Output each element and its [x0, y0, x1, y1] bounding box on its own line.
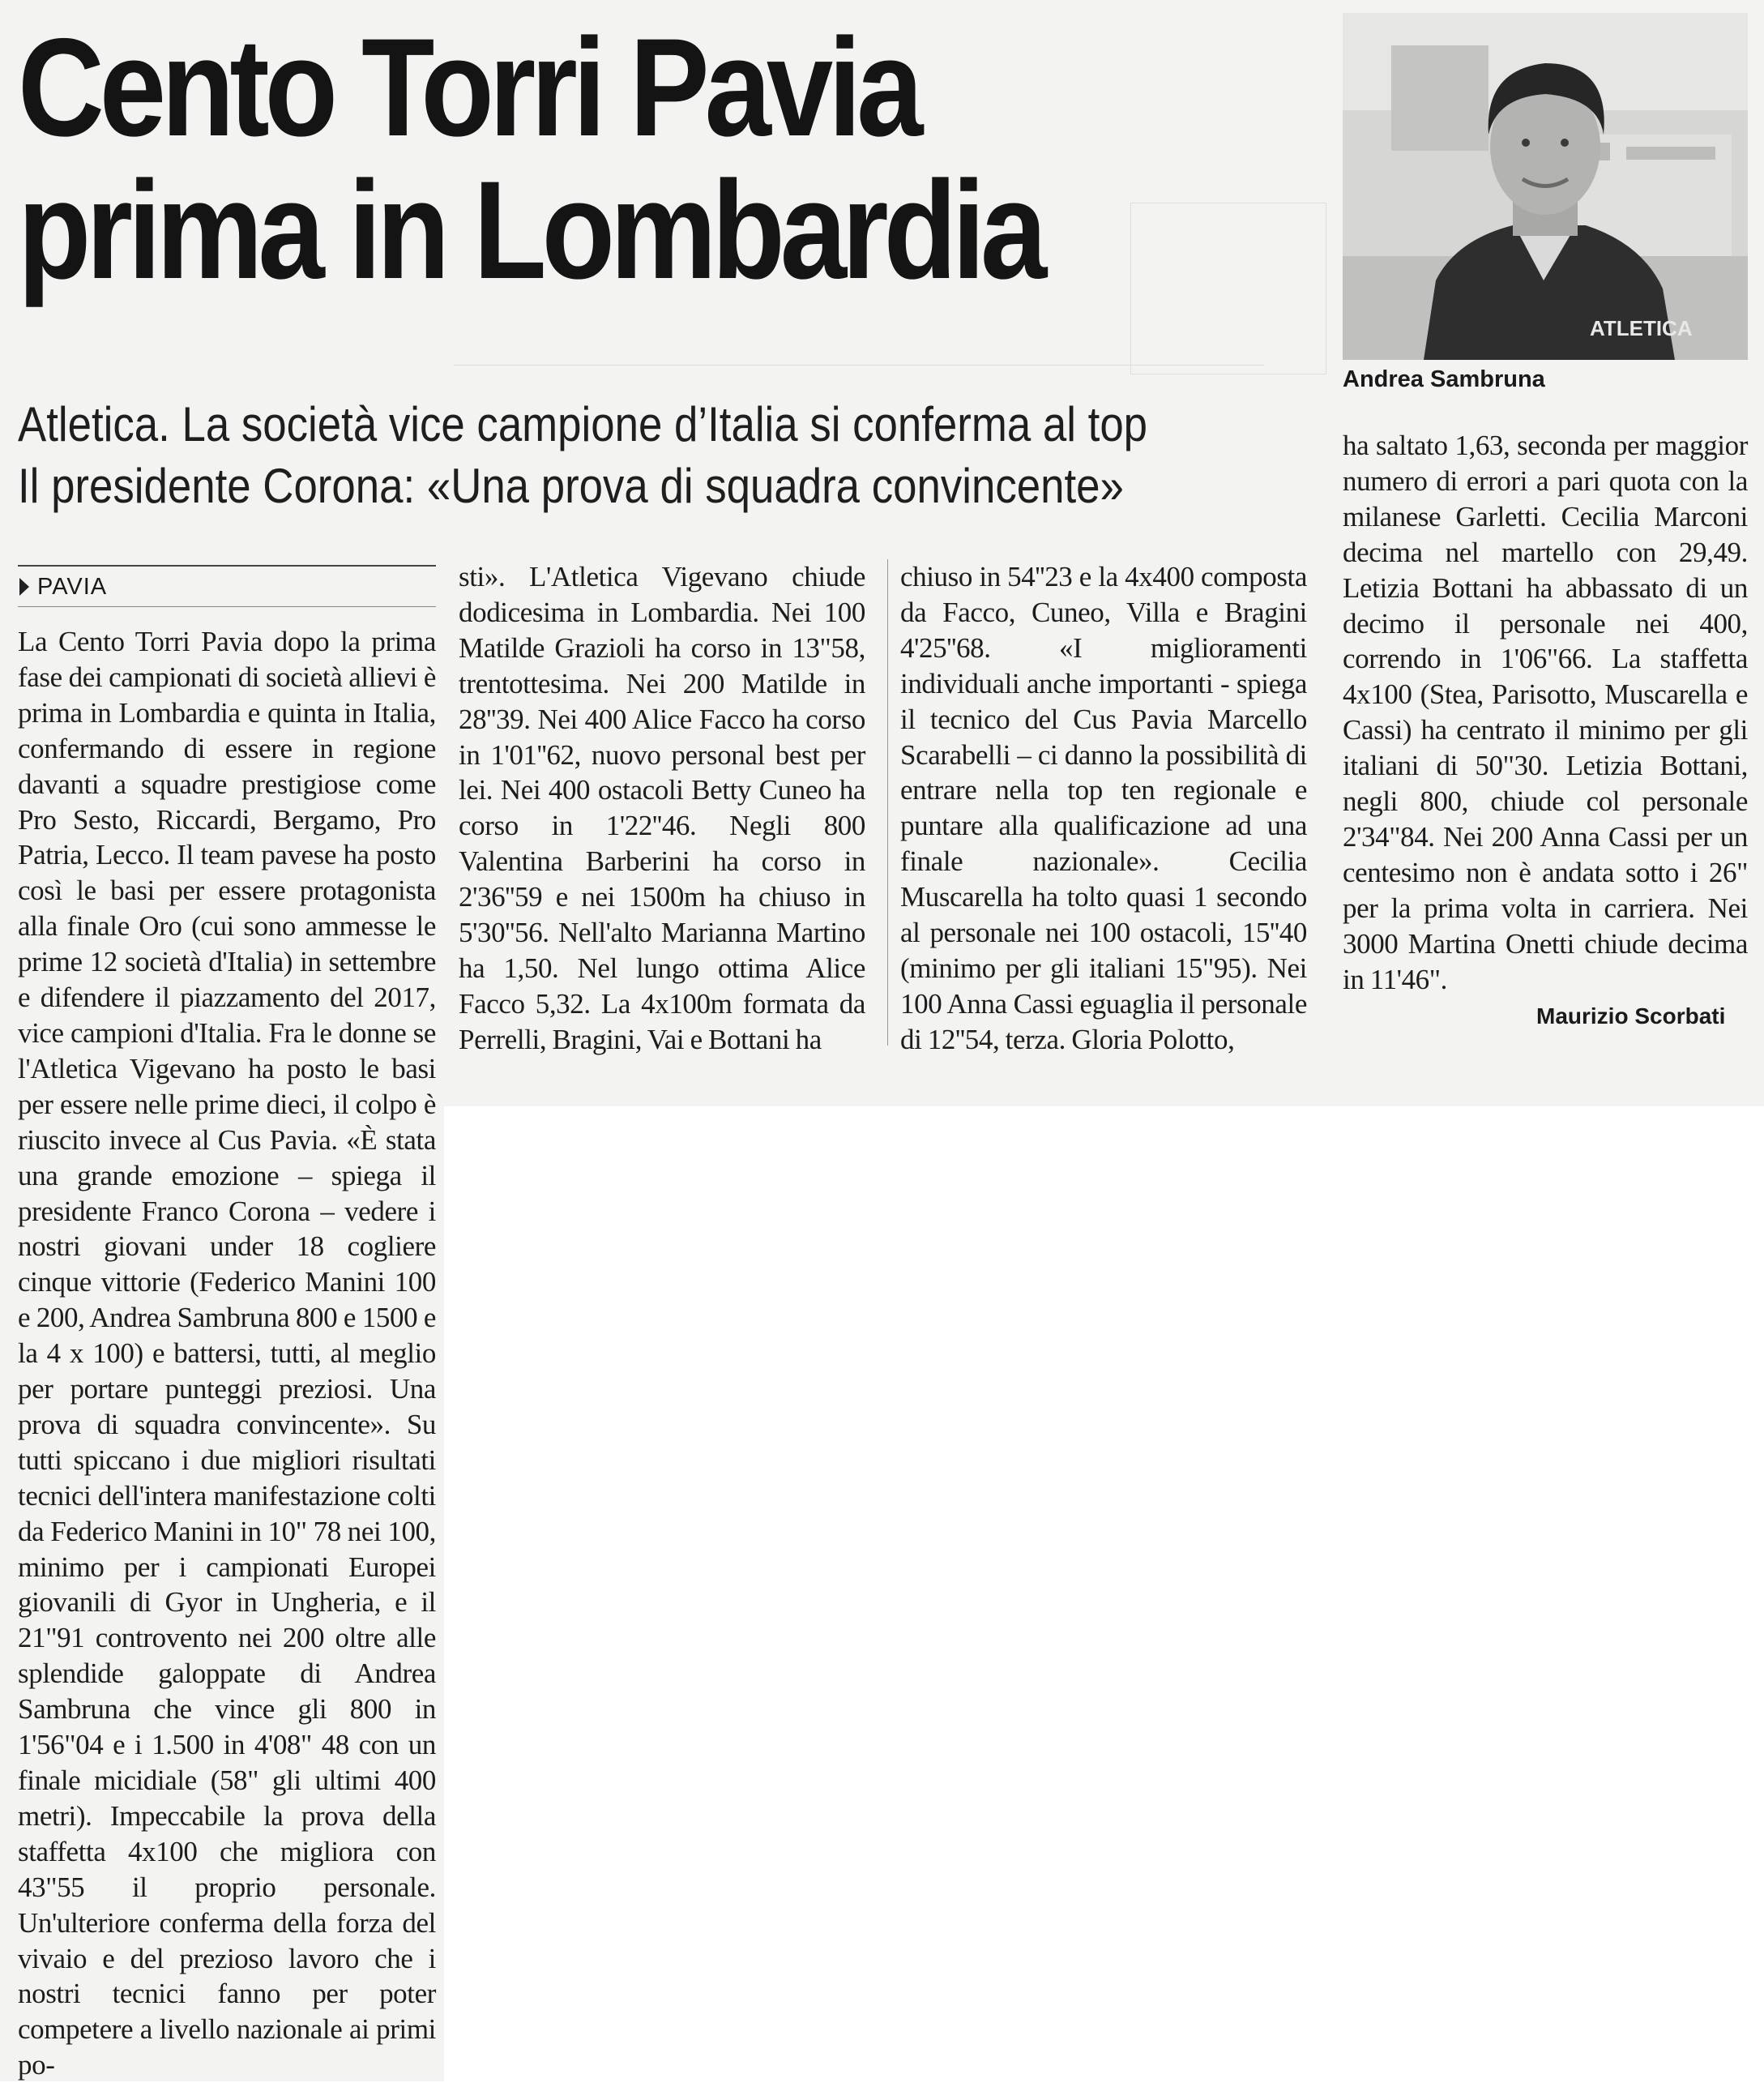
article-column-4: ha saltato 1,63, seconda per maggior numero di errori a pari quota con la milanese Garletti. Cecilia Marconi decima nel martello con 29,49. Letizia Bottani ha abbassato di un decimo il personale nei 400, correndo in 1'06"66. La staffetta 4x100 (Stea, Parisotto, Muscarella e Cassi) ha centrato il minimo per gli italiani di 50"30. Letizia Bottani, negli 800, chiude col personale 2'34"84. Nei 200 Anna Cassi per un centesimo non è andata sotto i 26" per la prima volta in carriera. Nei 3000 Martina Onetti chiude decima in 11'46".	[1343, 430, 1748, 995]
headline-line-1: Cento Torri Pavia	[18, 10, 919, 165]
column-divider	[887, 559, 888, 1046]
jersey-text: ATLETICA	[1590, 316, 1693, 340]
photo-caption: Andrea Sambruna	[1343, 366, 1545, 392]
headline	[18, 10, 1133, 308]
article-photo	[1343, 13, 1748, 360]
subheadline-line-2: Il presidente Corona: «Una prova di squadra convincente»	[18, 459, 1124, 513]
section-rule-bottom	[18, 606, 436, 607]
article-column-2: sti». L'Atletica Vigevano chiude dodicesima in Lombardia. Nei 100 Matilde Grazioli ha corso in 13"58, trentottesima. Nei 200 Matilde in 28''39. Nei 400 Alice Facco ha corso in 1'01''62, nuovo personal best per lei. Nei 400 ostacoli Betty Cuneo ha corso in 1'22''46. Negli 800 Valentina Barberini ha corso in 2'36''59 e nei 1500m ha chiuso in 5'30''56. Nell'alto Marianna Martino ha 1,50. Nel lungo ottima Alice Facco 5,32. La 4x100m formata da Perrelli, Bragini, Vai e Bottani ha	[459, 561, 865, 1055]
article-column-1: La Cento Torri Pavia dopo la prima fase dei campionati di società allievi è prima in Lombardia e quinta in Italia, confermando di essere in regione davanti a squadre prestigiose come Pro Sesto, Riccardi, Bergamo, Pro Patria, Lecco. Il team pavese ha posto così le basi per essere protagonista alla finale Oro (cui sono ammesse le prime 12 società d'Italia) in settembre e difendere il piazzamento del 2017, vice campioni d'Italia. Fra le donne se l'Atletica Vigevano ha posto le basi per essere nelle prime dieci, il colpo è riuscito invece al Cus Pavia. «È stata una grande emozione – spiega il presidente Franco Corona – vedere i nostri giovani under 18 cogliere cinque vittorie (Federico Manini 100 e 200, Andrea Sambruna 800 e 1500 e la 4 x 100) e battersi, tutti, al meglio per portare punteggi preziosi. Una prova di squadra convincente». Su tutti spiccano i due migliori risultati tecnici dell'intera manifestazione colti da Federico Manini in 10" 78 nei 100, minimo per i campionati Europei giovanili di Gyor in Ungheria, e il 21"91 controvento nei 200 oltre alle splendide galoppate di Andrea Sambruna che vince gli 800 in 1'56"04 e i 1.500 in 4'08" 48 con un finale micidiale (58" gli ultimi 400 metri). Impeccabile la prova della staffetta 4x100 che migliora con 43"55 il proprio personale. Un'ulteriore conferma della forza del vivaio e del prezioso lavoro che i nostri tecnici fanno per poter competere a livello nazionale ai primi po-	[18, 626, 436, 2081]
section-marker-icon	[19, 578, 29, 596]
section-rule	[18, 565, 436, 567]
article-column-3: chiuso in 54''23 e la 4x400 composta da Facco, Cuneo, Villa e Bragini 4'25''68. «I miglioramenti individuali anche importanti - spiega il tecnico del Cus Pavia Marcello Scarabelli – ci danno la possibilità di entrare nella top ten regionale e puntare alla qualificazione ad una finale nazionale». Cecilia Muscarella ha tolto quasi 1 secondo al personale nei 100 ostacoli, 15''40 (minimo per gli italiani 15"95). Nei 100 Anna Cassi eguaglia il personale di 12''54, terza. Gloria Polotto,	[900, 561, 1307, 1055]
subheadline-line-1: Atletica. La società vice campione d’Italia si conferma al top	[18, 397, 1148, 451]
section-text: PAVIA	[37, 574, 108, 600]
headline-line-2: prima in Lombardia	[18, 152, 1043, 308]
section-label	[19, 574, 107, 601]
byline: Maurizio Scorbati	[1536, 1003, 1726, 1029]
photo-portrait-illustration	[1343, 13, 1748, 360]
